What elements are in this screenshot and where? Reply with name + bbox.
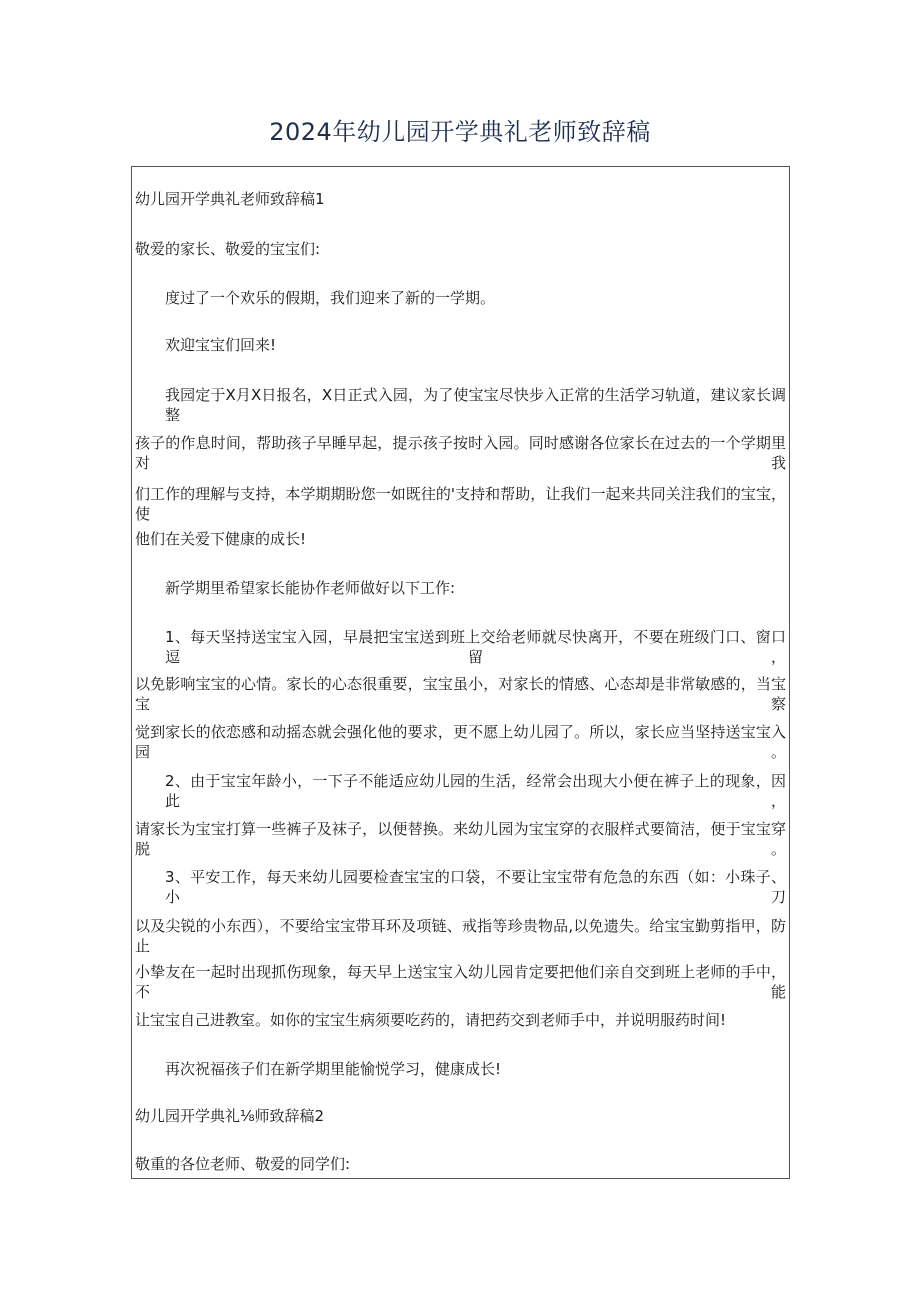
section-heading: 幼儿园开学典礼老师致辞稿1	[135, 190, 325, 208]
paragraph-line: 3、平安工作，每天来幼儿园要检查宝宝的口袋，不要让宝宝带有危急的东西（如：小珠子、小刀	[165, 868, 786, 906]
paragraph-line: 1、每天坚持送宝宝入园，早晨把宝宝送到班上交给老师就尽快离开，不要在班级门口、窗口逗留，	[165, 628, 786, 666]
paragraph-line: 孩子的作息时间，帮助孩子早睡早起，提示孩子按时入园。同时感谢各位家长在过去的一个学期里对我	[135, 434, 786, 472]
salutation: 敬重的各位老师、敬爱的同学们:	[135, 1155, 351, 1173]
paragraph-line: 他们在关爱下健康的成长!	[135, 530, 307, 548]
paragraph-line: 以免影响宝宝的心情。家长的心态很重要，宝宝虽小，对家长的情感、心态却是非常敏感的，当宝宝察	[135, 675, 786, 713]
paragraph-line: 觉到家长的依恋感和动摇态就会强化他的要求，更不愿上幼儿园了。所以，家长应当坚持送宝宝入园。	[135, 723, 786, 761]
paragraph-line: 以及尖锐的小东西），不要给宝宝带耳环及项链、戒指等珍贵物品,以免遗失。给宝宝勤剪指甲，防止	[135, 917, 786, 955]
paragraph-line: 们工作的理解与支持，本学期期盼您一如既往的'支持和帮助，让我们一起来共同关注我们的宝宝，使	[135, 485, 786, 523]
paragraph-line: 度过了一个欢乐的假期，我们迎来了新的一学期。	[165, 289, 496, 307]
paragraph-line: 再次祝福孩子们在新学期里能愉悦学习，健康成长!	[165, 1060, 502, 1078]
section-heading: 幼儿园开学典礼⅛师致辞稿2	[135, 1107, 325, 1125]
paragraph-line: 小挚友在一起时出现抓伤现象，每天早上送宝宝入幼儿园肯定要把他们亲自交到班上老师的手中，不能	[135, 963, 786, 1001]
paragraph-line: 让宝宝自己进教室。如你的宝宝生病须要吃药的，请把药交到老师手中，并说明服药时间!	[135, 1011, 727, 1029]
paragraph-line: 请家长为宝宝打算一些裤子及袜子，以便替换。来幼儿园为宝宝穿的衣服样式要简洁，便于宝宝穿脱。	[135, 820, 786, 858]
document-title: 2024年幼儿园开学典礼老师致辞稿	[269, 118, 651, 146]
paragraph-line: 新学期里希望家长能协作老师做好以下工作:	[165, 579, 456, 597]
salutation: 敬爱的家长、敬爱的宝宝们:	[135, 240, 321, 258]
paragraph-line: 我园定于X月X日报名，X日正式入园，为了使宝宝尽快步入正常的生活学习轨道，建议家长调整	[165, 386, 786, 424]
paragraph-line: 2、由于宝宝年龄小，一下子不能适应幼儿园的生活，经常会出现大小便在裤子上的现象，因此，	[165, 772, 786, 810]
paragraph-line: 欢迎宝宝们回来!	[165, 336, 277, 354]
document-body-frame	[131, 166, 790, 1179]
